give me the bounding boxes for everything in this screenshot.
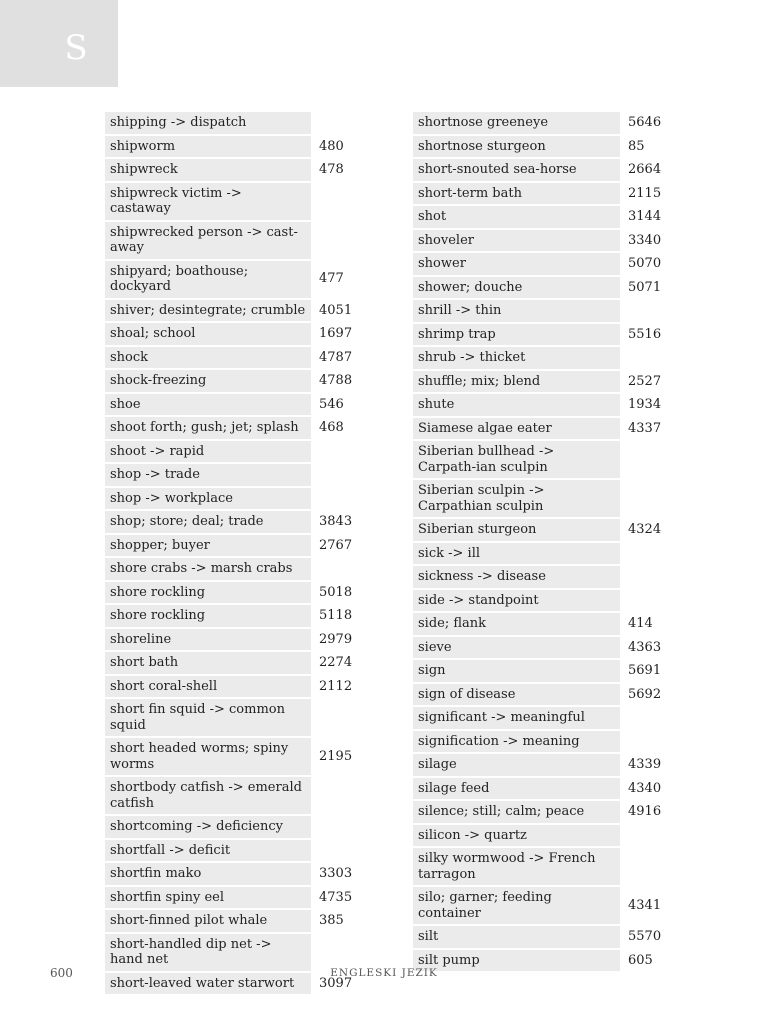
- glossary-entry: [105, 464, 352, 486]
- glossary-entry: [105, 511, 352, 533]
- entry-term: silo; garner; feeding container: [413, 887, 620, 924]
- glossary-entry: [413, 684, 661, 706]
- glossary-entry: [413, 566, 661, 588]
- glossary-entry: [105, 183, 352, 220]
- entry-number: 1697: [319, 326, 353, 341]
- entry-number: 5692: [628, 686, 662, 702]
- entry-term: short fin squid -> common squid: [105, 699, 311, 736]
- glossary-entry: [413, 441, 661, 478]
- entry-number: 4735: [319, 889, 353, 905]
- glossary-entry: [413, 887, 661, 924]
- entry-number: 4787: [319, 349, 353, 365]
- entry-number: 5646: [628, 115, 662, 130]
- glossary-entry: [105, 159, 352, 181]
- entry-term: sick -> ill: [413, 543, 620, 565]
- entry-term: shower: [413, 253, 620, 275]
- glossary-entry: [413, 613, 661, 635]
- glossary-entry: [105, 112, 352, 134]
- entry-term: short-handled dip net -> hand net: [105, 934, 311, 971]
- glossary-entry: [413, 418, 661, 440]
- glossary-entry: [105, 441, 352, 463]
- entry-number: 480: [319, 138, 344, 154]
- section-letter: S: [64, 28, 88, 68]
- entry-number: 4363: [628, 639, 662, 655]
- entry-term: shore rockling: [105, 605, 311, 627]
- glossary-entry: [105, 816, 352, 838]
- glossary-entry: [413, 159, 661, 181]
- entry-number: 5691: [628, 663, 662, 678]
- entry-term: short coral-shell: [105, 676, 311, 698]
- entry-term: sickness -> disease: [413, 566, 620, 588]
- right-column: [413, 112, 661, 973]
- glossary-entry: [413, 660, 661, 682]
- entry-term: shrub -> thicket: [413, 347, 620, 369]
- entry-term: sign of disease: [413, 684, 620, 706]
- glossary-entry: [413, 136, 661, 158]
- entry-number: 5071: [628, 279, 662, 295]
- glossary-entry: [105, 370, 352, 392]
- entry-term: shop -> trade: [105, 464, 311, 486]
- glossary-entry: [105, 676, 352, 698]
- glossary-entry: [413, 371, 661, 393]
- entry-term: shoot -> rapid: [105, 441, 311, 463]
- entry-term: silage: [413, 754, 620, 776]
- entry-number: 3097: [319, 975, 353, 991]
- glossary-entry: [413, 825, 661, 847]
- glossary-entry: [413, 543, 661, 565]
- entry-number: 2767: [319, 537, 353, 553]
- glossary-entry: [413, 480, 661, 517]
- glossary-entry: [105, 136, 352, 158]
- glossary-entry: [413, 253, 661, 275]
- glossary-entry: [105, 777, 352, 814]
- entry-number: 4340: [628, 780, 662, 796]
- entry-term: Siberian bullhead -> Carpath-ian sculpin: [413, 441, 620, 478]
- glossary-entry: [105, 300, 352, 322]
- entry-term: shiver; desintegrate; crumble: [105, 300, 311, 322]
- entry-number: 3340: [628, 232, 662, 248]
- entry-number: 4339: [628, 757, 662, 772]
- entry-term: shipworm: [105, 136, 311, 158]
- glossary-entry: [105, 582, 352, 604]
- entry-term: shot: [413, 206, 620, 228]
- entry-number: 477: [319, 271, 344, 287]
- glossary-entry: [105, 652, 352, 674]
- glossary-entry: [105, 261, 352, 298]
- entry-term: silt: [413, 926, 620, 948]
- entry-number: 4324: [628, 522, 662, 537]
- entry-term: shute: [413, 394, 620, 416]
- entry-number: 2664: [628, 162, 662, 177]
- entry-term: shortfall -> deficit: [105, 840, 311, 862]
- entry-number: 4788: [319, 373, 353, 388]
- entry-term: short-snouted sea-horse: [413, 159, 620, 181]
- entry-number: 2112: [319, 678, 353, 694]
- entry-term: shrimp trap: [413, 324, 620, 346]
- entry-term: short-finned pilot whale: [105, 910, 311, 932]
- entry-term: shoal; school: [105, 323, 311, 345]
- entry-number: 4337: [628, 420, 662, 436]
- glossary-entry: [105, 863, 352, 885]
- entry-term: shock-freezing: [105, 370, 311, 392]
- glossary-entry: [413, 926, 661, 948]
- glossary-entry: [413, 637, 661, 659]
- entry-term: Siamese algae eater: [413, 418, 620, 440]
- entry-term: shortfin spiny eel: [105, 887, 311, 909]
- entry-term: shortfin mako: [105, 863, 311, 885]
- entry-number: 2979: [319, 631, 353, 647]
- glossary-entry: [105, 323, 352, 345]
- entry-term: sieve: [413, 637, 620, 659]
- glossary-entry: [413, 112, 661, 134]
- entry-number: 2527: [628, 373, 662, 389]
- entry-term: side -> standpoint: [413, 590, 620, 612]
- entry-number: 5570: [628, 929, 662, 944]
- entry-number: 385: [319, 913, 344, 928]
- entry-term: Siberian sculpin -> Carpathian sculpin: [413, 480, 620, 517]
- glossary-entry: [105, 840, 352, 862]
- entry-number: 4051: [319, 302, 353, 318]
- glossary-entry: [413, 848, 661, 885]
- entry-term: shipwreck victim -> castaway: [105, 183, 311, 220]
- entry-term: shipwrecked person -> cast-away: [105, 222, 311, 259]
- glossary-entry: [105, 347, 352, 369]
- entry-term: shrill -> thin: [413, 300, 620, 322]
- entry-term: short-leaved water starwort: [105, 973, 311, 995]
- entry-term: shipwreck: [105, 159, 311, 181]
- entry-term: shoreline: [105, 629, 311, 651]
- glossary-entry: [413, 778, 661, 800]
- entry-term: shop; store; deal; trade: [105, 511, 311, 533]
- entry-term: signification -> meaning: [413, 731, 620, 753]
- entry-number: 1934: [628, 397, 662, 412]
- entry-term: shoot forth; gush; jet; splash: [105, 417, 311, 439]
- glossary-entry: [413, 230, 661, 252]
- entry-term: shoe: [105, 394, 311, 416]
- entry-number: 468: [319, 420, 344, 435]
- entry-term: shortbody catfish -> emerald catfish: [105, 777, 311, 814]
- glossary-entry: [413, 519, 661, 541]
- entry-number: 5070: [628, 256, 662, 271]
- entry-term: silt pump: [413, 950, 620, 972]
- entry-term: shipyard; boathouse; dockyard: [105, 261, 311, 298]
- glossary-entry: [413, 347, 661, 369]
- glossary-entry: [105, 699, 352, 736]
- entry-term: shop -> workplace: [105, 488, 311, 510]
- entry-number: 3144: [628, 209, 662, 224]
- glossary-entry: [413, 324, 661, 346]
- entry-number: 3843: [319, 514, 353, 529]
- glossary-entry: [105, 222, 352, 259]
- entry-term: shortcoming -> deficiency: [105, 816, 311, 838]
- entry-number: 605: [628, 952, 653, 968]
- entry-number: 546: [319, 396, 344, 412]
- entry-term: silence; still; calm; peace: [413, 801, 620, 823]
- entry-term: shore crabs -> marsh crabs: [105, 558, 311, 580]
- glossary-entry: [105, 488, 352, 510]
- entry-term: shoveler: [413, 230, 620, 252]
- entry-number: 85: [628, 138, 645, 154]
- entry-term: silky wormwood -> French tarragon: [413, 848, 620, 885]
- glossary-entry: [413, 801, 661, 823]
- glossary-entry: [105, 535, 352, 557]
- entry-number: 2195: [319, 748, 353, 764]
- entry-number: 4341: [628, 897, 662, 913]
- entry-term: shortnose greeneye: [413, 112, 620, 134]
- entry-term: shock: [105, 347, 311, 369]
- glossary-entry: [413, 707, 661, 729]
- entry-term: short headed worms; spiny worms: [105, 738, 311, 775]
- entry-number: 5018: [319, 584, 353, 600]
- entry-number: 5118: [319, 608, 353, 623]
- glossary-entry: [413, 277, 661, 299]
- glossary-entry: [413, 183, 661, 205]
- glossary-entry: [105, 738, 352, 775]
- glossary-entry: [105, 910, 352, 932]
- entry-number: 5516: [628, 326, 662, 342]
- entry-term: shower; douche: [413, 277, 620, 299]
- entry-term: silage feed: [413, 778, 620, 800]
- glossary-entry: [413, 394, 661, 416]
- glossary-entry: [413, 590, 661, 612]
- entry-number: 2115: [628, 185, 662, 201]
- glossary-entry: [413, 731, 661, 753]
- entry-number: 3303: [319, 866, 353, 881]
- glossary-entry: [105, 394, 352, 416]
- entry-number: 414: [628, 616, 653, 631]
- entry-term: shipping -> dispatch: [105, 112, 311, 134]
- entry-number: 478: [319, 162, 344, 177]
- glossary-entry: [105, 605, 352, 627]
- left-column: [105, 112, 352, 996]
- entry-term: shore rockling: [105, 582, 311, 604]
- entry-term: silicon -> quartz: [413, 825, 620, 847]
- entry-term: short bath: [105, 652, 311, 674]
- entry-number: 4916: [628, 804, 662, 819]
- glossary-entry: [413, 206, 661, 228]
- glossary-entry: [105, 887, 352, 909]
- entry-term: shopper; buyer: [105, 535, 311, 557]
- glossary-entry: [105, 934, 352, 971]
- page-number: 600: [50, 966, 73, 980]
- glossary-entry: [105, 558, 352, 580]
- entry-term: shuffle; mix; blend: [413, 371, 620, 393]
- entry-number: 2274: [319, 655, 353, 670]
- entry-term: significant -> meaningful: [413, 707, 620, 729]
- entry-term: Siberian sturgeon: [413, 519, 620, 541]
- glossary-entry: [413, 300, 661, 322]
- glossary-entry: [105, 417, 352, 439]
- running-footer-title: ENGLESKI JEZIK: [330, 967, 438, 979]
- entry-term: short-term bath: [413, 183, 620, 205]
- entry-term: side; flank: [413, 613, 620, 635]
- glossary-entry: [413, 754, 661, 776]
- entry-term: sign: [413, 660, 620, 682]
- entry-term: shortnose sturgeon: [413, 136, 620, 158]
- glossary-entry: [105, 629, 352, 651]
